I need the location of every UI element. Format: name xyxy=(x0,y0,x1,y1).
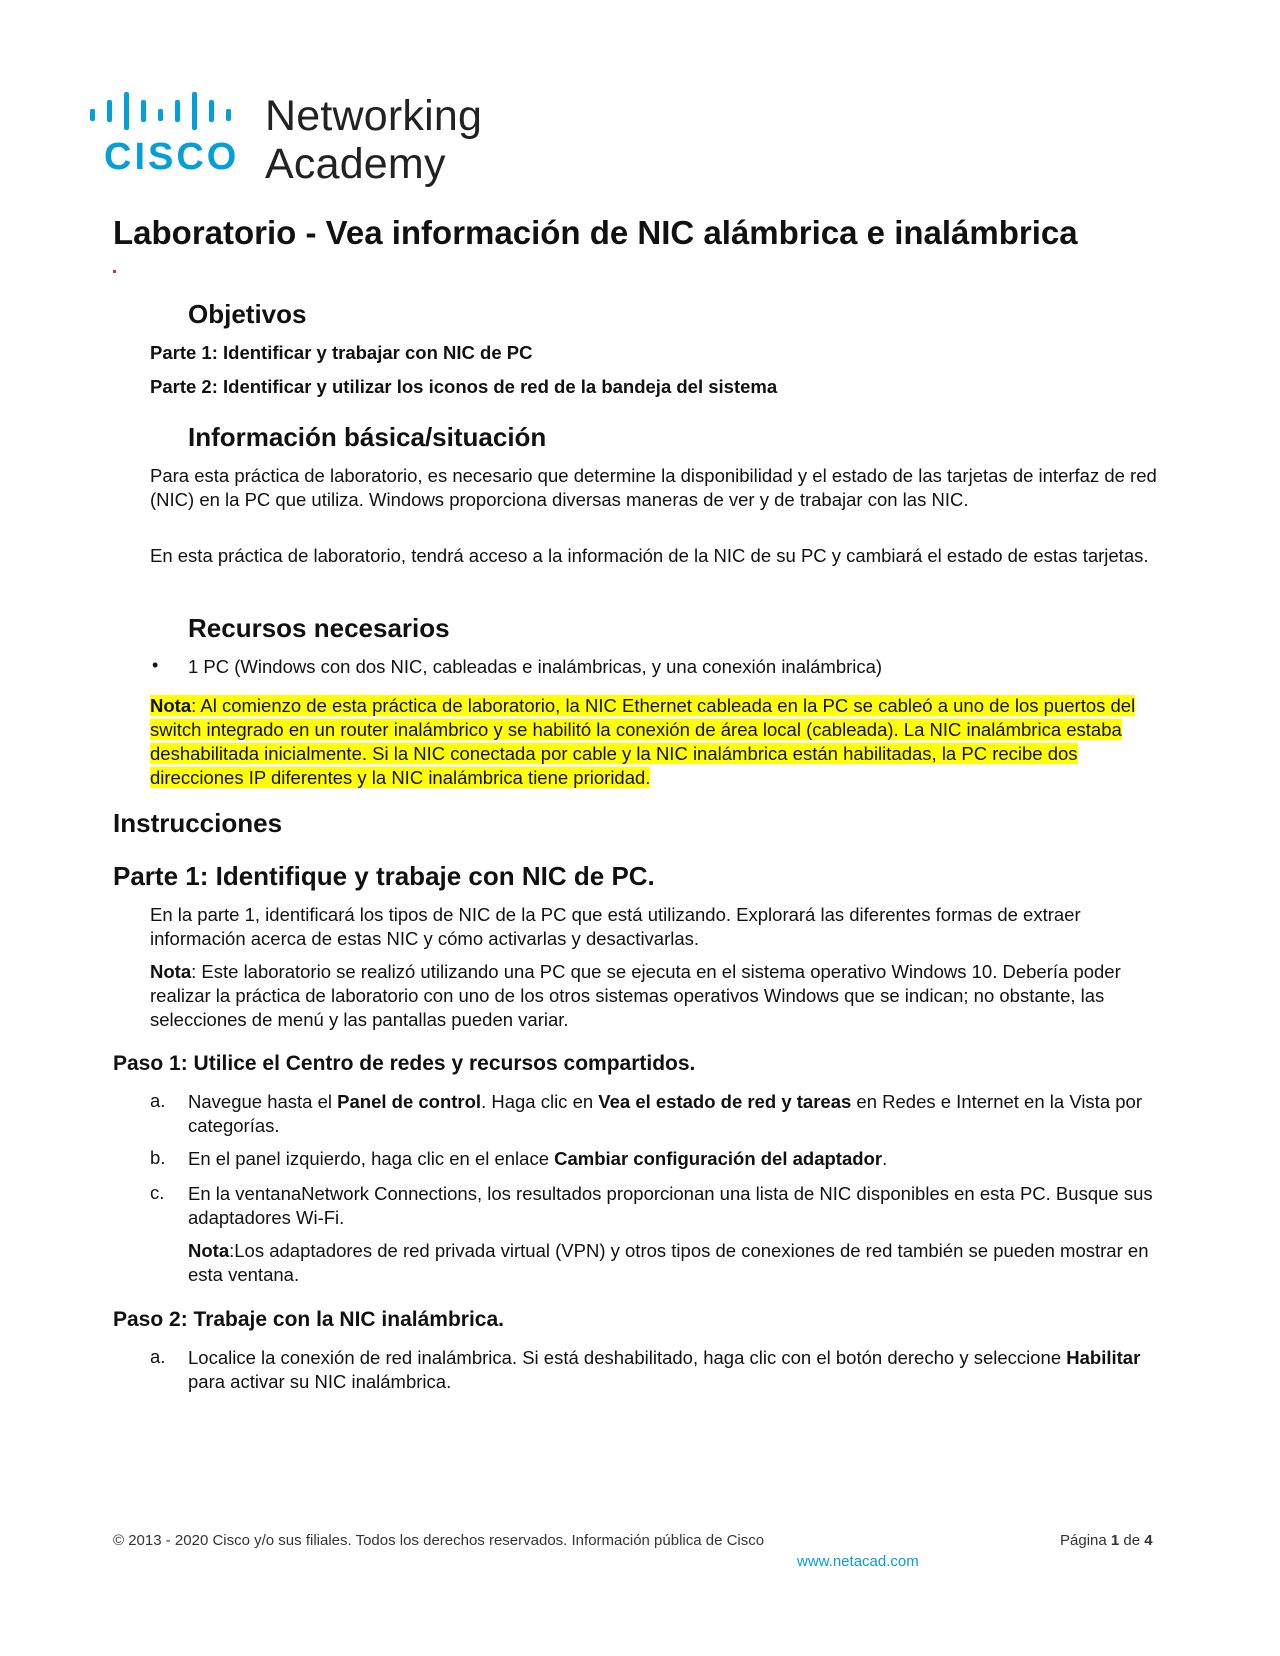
step1-heading: Paso 1: Utilice el Centro de redes y recursos compartidos. xyxy=(113,1052,696,1075)
bold-run: Vea el estado de red y tareas xyxy=(598,1091,852,1112)
logo-line1: Networking xyxy=(265,92,483,140)
note-label: Nota xyxy=(188,1240,230,1261)
text-run: Navegue hasta el xyxy=(188,1091,338,1112)
text-run: En el panel izquierdo, haga clic en el enlace xyxy=(188,1148,555,1169)
bullet-icon: • xyxy=(152,655,159,675)
bold-run: Panel de control xyxy=(337,1091,482,1112)
part1-note xyxy=(150,960,1160,1032)
step1-b-text xyxy=(188,1147,1163,1171)
netacad-link[interactable]: www.netacad.com xyxy=(797,1553,919,1570)
note-label: Nota xyxy=(150,961,192,982)
page-number xyxy=(1060,1532,1153,1549)
networking-academy-logo xyxy=(90,92,510,192)
cisco-bars-icon xyxy=(90,92,240,132)
step1-c-note xyxy=(188,1239,1163,1287)
step2-a-text xyxy=(188,1346,1163,1394)
objective-part1: Parte 1: Identificar y trabajar con NIC de PC xyxy=(150,342,533,363)
objective-part2: Parte 2: Identificar y utilizar los iconos de red de la bandeja del sistema xyxy=(150,376,778,397)
resources-note xyxy=(150,694,1160,790)
note-text: : Al comienzo de esta práctica de laboratorio, la NIC Ethernet cableada en la PC se cableó a uno de los puertos del switch integrado en un router inalámbrico y se habilitó la conexión de área local (cableada). La NIC inalámbrica estaba deshabilitada inicialmente. Si la NIC conectada por cable y la NIC inalámbrica están habilitadas, la PC recibe dos direcciones IP diferentes y la NIC inalámbrica tiene prioridad. xyxy=(150,695,1136,788)
resources-heading: Recursos necesarios xyxy=(188,613,450,643)
page-current: 1 xyxy=(1110,1532,1120,1549)
part1-paragraph: En la parte 1, identificará los tipos de NIC de la PC que está utilizando. Explorará las diferentes formas de extraer información acerca de estas NIC y cómo activarlas y desactivarlas. xyxy=(150,904,1081,949)
decorative-dot xyxy=(113,270,116,273)
text-run: . xyxy=(882,1148,888,1169)
bold-run: Cambiar configuración del adaptador xyxy=(554,1148,883,1169)
cisco-wordmark: CISCO xyxy=(104,136,240,178)
logo-line2: Academy xyxy=(265,140,446,188)
text-run: . Haga clic en xyxy=(481,1091,599,1112)
page-total: 4 xyxy=(1144,1532,1153,1549)
background-paragraph-1: Para esta práctica de laboratorio, es necesario que determine la disponibilidad y el estado de las tarjetas de interfaz de red (NIC) en la PC que utiliza. Windows proporciona diversas maneras de ver y de trabajar con las NIC. xyxy=(150,465,1157,510)
instructions-heading: Instrucciones xyxy=(113,808,283,838)
step1-c-label: c. xyxy=(150,1182,165,1203)
step1-c-text: En la ventanaNetwork Connections, los resultados proporcionan una lista de NIC disponibles en esta PC. Busque sus adaptadores Wi-Fi. xyxy=(188,1183,1153,1228)
page-of: de xyxy=(1119,1532,1145,1549)
note-text: :Los adaptadores de red privada virtual (VPN) y otros tipos de conexiones de red también se pueden mostrar en esta ventana. xyxy=(188,1240,1149,1285)
text-run: Localice la conexión de red inalámbrica. Si está deshabilitado, haga clic con el botón derecho y seleccione xyxy=(188,1347,1067,1368)
document-title: Laboratorio - Vea información de NIC alámbrica e inalámbrica xyxy=(113,214,1078,251)
footer-copyright: © 2013 - 2020 Cisco y/o sus filiales. Todos los derechos reservados. Información pública de Cisco xyxy=(113,1532,765,1549)
note-text: : Este laboratorio se realizó utilizando una PC que se ejecuta en el sistema operativo Windows 10. Debería poder realizar la práctica de laboratorio con uno de los otros sistemas operativos Windows que se indican; no obstante, las selecciones de menú y las pantallas pueden variar. xyxy=(150,961,1121,1030)
page-word: Página xyxy=(1060,1532,1111,1549)
step1-b-label: b. xyxy=(150,1147,166,1168)
text-run: para activar su NIC inalámbrica. xyxy=(188,1371,452,1392)
part1-heading: Parte 1: Identifique y trabaje con NIC de PC. xyxy=(113,861,655,891)
logo-text xyxy=(265,92,482,188)
objectives-heading: Objetivos xyxy=(188,299,307,329)
note-label: Nota xyxy=(150,695,192,716)
background-paragraph-2: En esta práctica de laboratorio, tendrá acceso a la información de la NIC de su PC y cambiará el estado de estas tarjetas. xyxy=(150,545,1149,566)
step2-a-label: a. xyxy=(150,1346,166,1367)
step1-a-text xyxy=(188,1090,1163,1138)
bold-run: Habilitar xyxy=(1066,1347,1141,1368)
background-heading: Información básica/situación xyxy=(188,422,547,452)
step1-a-label: a. xyxy=(150,1090,166,1111)
resource-item: 1 PC (Windows con dos NIC, cableadas e inalámbricas, y una conexión inalámbrica) xyxy=(188,656,883,677)
step2-heading: Paso 2: Trabaje con la NIC inalámbrica. xyxy=(113,1308,504,1331)
text-run: en Redes e Internet en la Vista por categorías. xyxy=(188,1091,1142,1136)
